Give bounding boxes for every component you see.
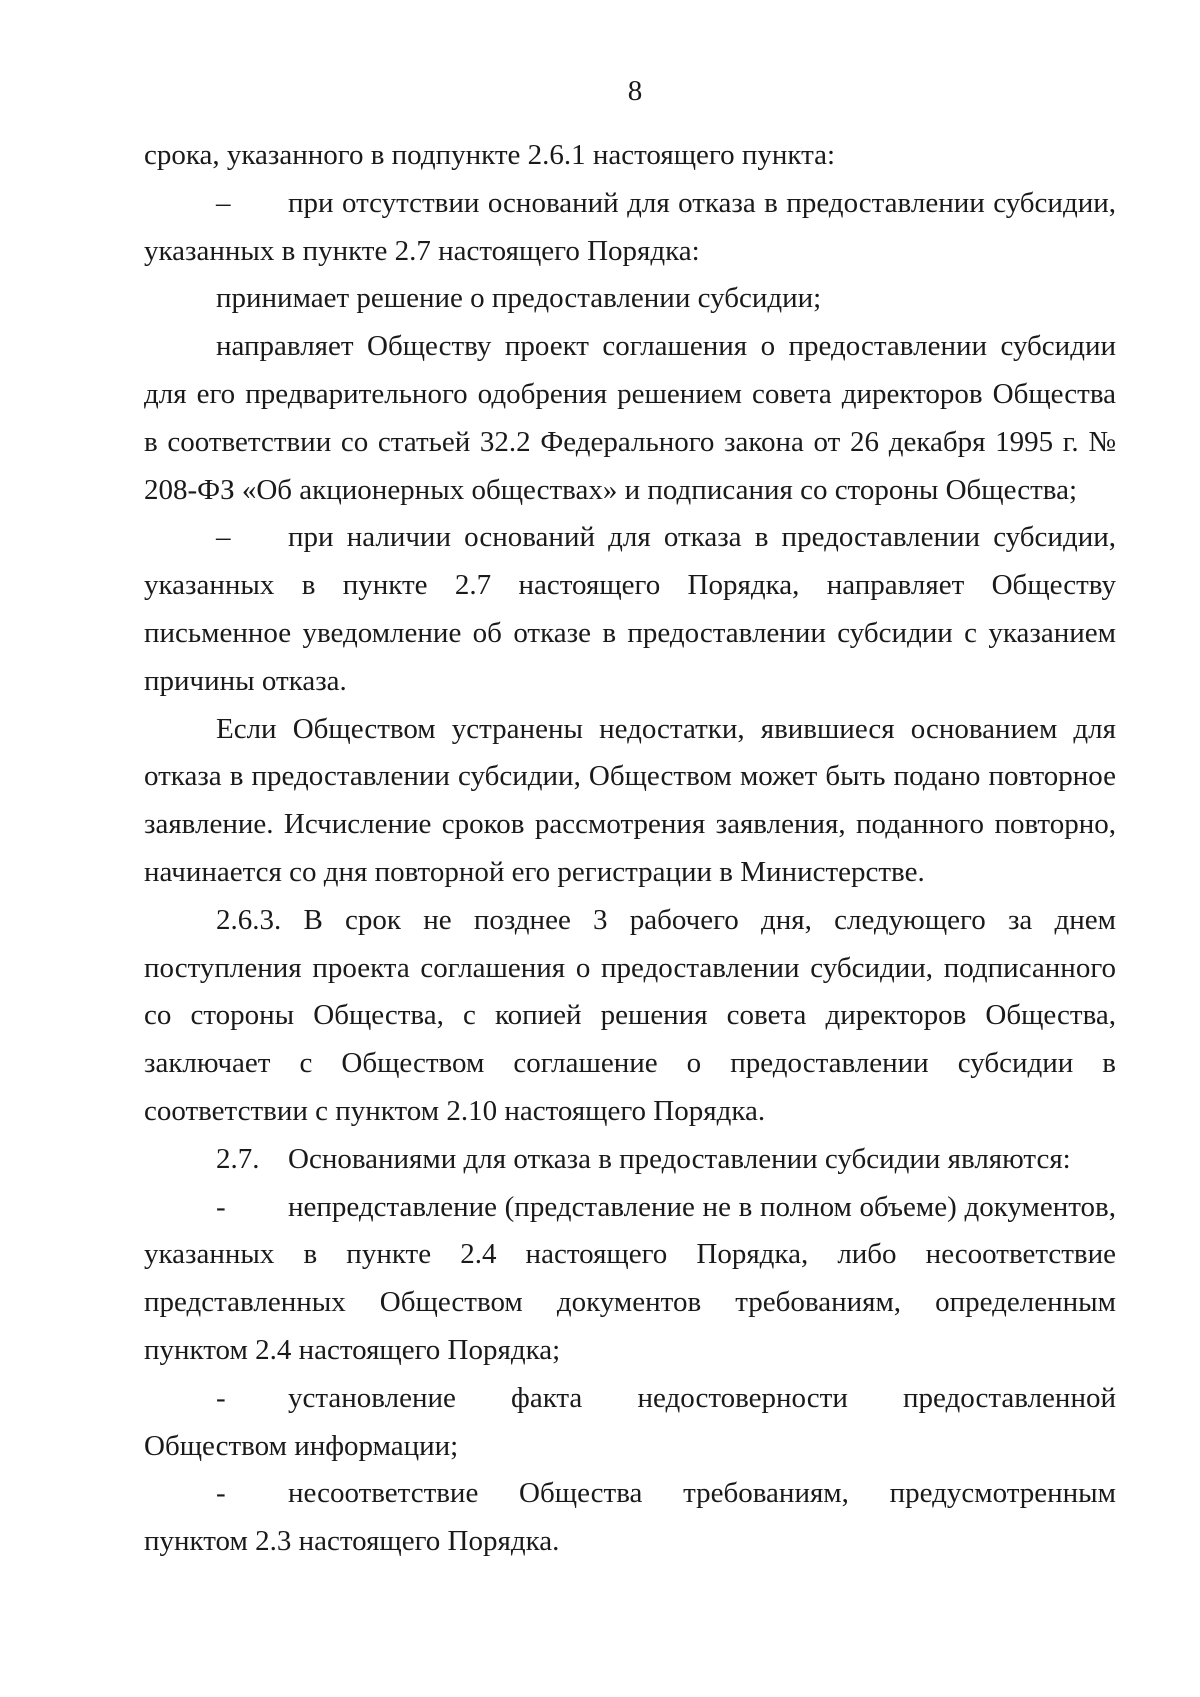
list-item-noncompliance <box>144 1470 1116 1566</box>
list-item-text: несоответствие Общества требованиям, предусмотренным пунктом 2.3 настоящего Порядка. <box>144 1477 1116 1558</box>
list-dash-marker: – <box>216 521 231 554</box>
list-item-text: при наличии оснований для отказа в предоставлении субсидии, указанных в пункте 2.7 настоящего Порядка, направляет Обществу письменное уведомление об отказе в предоставлении субсидии с указанием причины отказа. <box>144 521 1116 697</box>
list-item-text: непредставление (представление не в полном объеме) документов, указанных в пункте 2.4 настоящего Порядка, либо несоответствие представленных Обществом документов требованиям, определенным пунктом 2.4 настоящего Порядка; <box>144 1190 1116 1366</box>
list-item-documents <box>144 1184 1116 1375</box>
list-item-unreliable-info <box>144 1375 1116 1471</box>
list-item-grounds-exist <box>144 514 1116 705</box>
section-2-7-heading <box>144 1136 1116 1184</box>
paragraph-text: срока, указанного в подпункте 2.6.1 настоящего пункта: <box>144 139 836 171</box>
document-body <box>144 132 1116 1566</box>
paragraph-text: принимает решение о предоставлении субсидии; <box>216 282 822 315</box>
section-number: 2.7. <box>216 1142 260 1175</box>
paragraph-2-6-3 <box>144 897 1116 1136</box>
paragraph-text: направляет Обществу проект соглашения о предоставлении субсидии для его предварительного одобрения решением совета директоров Общества в соответствии со статьей 32.2 Федерального закона от 26 декабря 1995 г. № 208-ФЗ «Об акционерных обществах» и подписания со стороны Общества; <box>144 330 1116 506</box>
paragraph-decision <box>144 275 1116 323</box>
paragraph-send-draft <box>144 323 1116 514</box>
list-item-no-grounds <box>144 180 1116 276</box>
list-dash-marker: – <box>216 186 231 219</box>
section-text: Основаниями для отказа в предоставлении субсидии являются: <box>288 1142 1071 1175</box>
page-number: 8 <box>627 75 643 107</box>
list-dash-marker: - <box>216 1477 226 1510</box>
paragraph-resubmission <box>144 706 1116 897</box>
list-dash-marker: - <box>216 1381 226 1414</box>
paragraph-continuation <box>144 132 1116 180</box>
paragraph-text: Если Обществом устранены недостатки, явившиеся основанием для отказа в предоставлении субсидии, Обществом может быть подано повторное заявление. Исчисление сроков рассмотрения заявления, поданного повторно, начинается со дня повторной его регистрации в Министерстве. <box>144 712 1116 888</box>
list-dash-marker: - <box>216 1190 226 1223</box>
paragraph-text: 2.6.3. В срок не позднее 3 рабочего дня, следующего за днем поступления проекта соглашения о предоставлении субсидии, подписанного со стороны Общества, с копией решения совета директоров Общества, заключает с Обществом соглашение о предоставлении субсидии в соответствии с пунктом 2.10 настоящего Порядка. <box>144 903 1116 1127</box>
list-item-text: установление факта недостоверности предоставленной Обществом информации; <box>144 1381 1116 1462</box>
list-item-text: при отсутствии оснований для отказа в предоставлении субсидии, указанных в пункте 2.7 настоящего Порядка: <box>144 186 1116 267</box>
